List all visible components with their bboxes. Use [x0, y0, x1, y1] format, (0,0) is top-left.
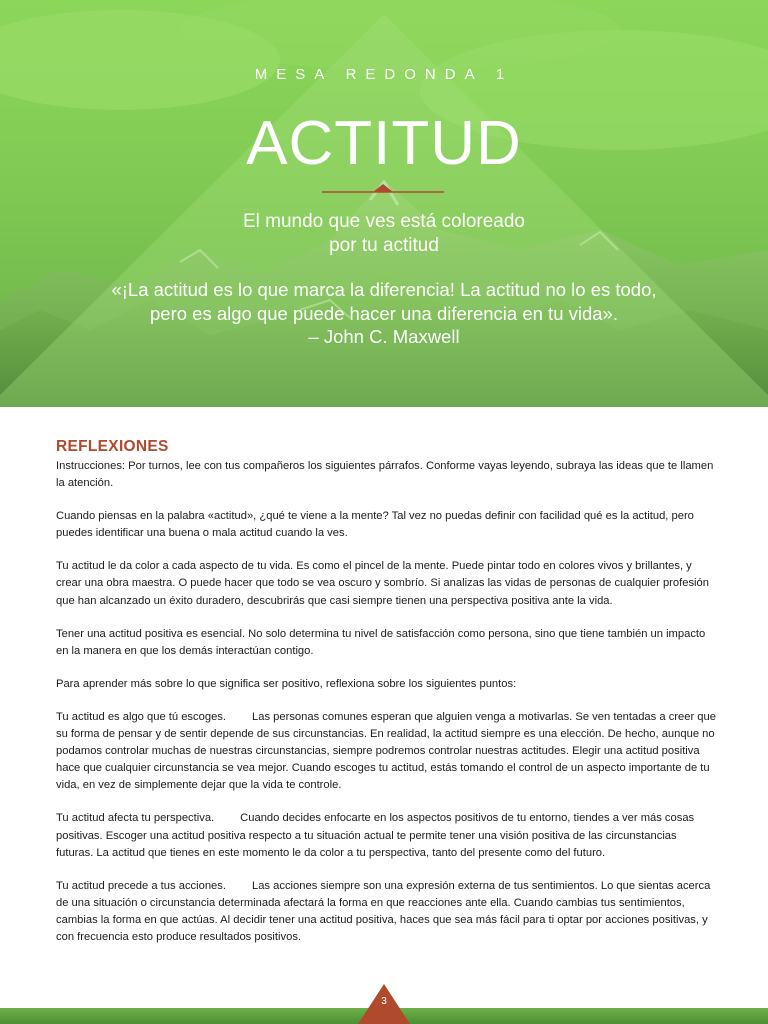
point-lead: Tu actitud es algo que tú escoges.	[56, 710, 226, 723]
quote-line: «¡La actitud es lo que marca la diferencia! La actitud no lo es todo,	[111, 279, 657, 300]
section-heading: REFLEXIONES	[56, 438, 169, 455]
quote-line: pero es algo que puede hacer una diferencia en tu vida».	[150, 302, 618, 324]
point-paragraph	[56, 878, 716, 946]
quote-attribution: – John C. Maxwell	[308, 326, 460, 347]
point-lead: Tu actitud afecta tu perspectiva.	[56, 812, 215, 825]
section-kicker: MESA REDONDA 1	[254, 66, 514, 83]
paragraph: Tu actitud le da color a cada aspecto de tu vida. Es como el pincel de la mente. Puede pintar todo en colores vivos y brillantes, y crear una obra maestra. O puede hacer que todo se vea oscuro y sombrío. Si analizas las vidas de personas de cualquier profesión que han alcanzado un éxito duradero, descubrirás que casi siempre tienen una perspectiva positiva ante la vida.	[56, 560, 709, 607]
subtitle-line: por tu actitud	[329, 235, 439, 256]
point-text: Las acciones siempre son una expresión externa de tus sentimientos. Lo que sientas acerca de una situación o circunstancia determinada afectará la forma en que reacciones ante ella. Cuando cambias tus sentimientos, cambias la forma en que actúas. Al decidir tener una actitud positiva, haces que sea más fácil para ti optar por acciones positivas, y con frecuencia esto produce resultados positivos.	[56, 879, 711, 943]
page-title: ACTITUD	[246, 109, 522, 178]
point-paragraph	[56, 709, 716, 794]
page-number: 3	[381, 996, 387, 1007]
point-text: Las personas comunes esperan que alguien venga a motivarlas. Se ven tentadas a creer que su forma de pensar y de sentir depende de sus circunstancias. En realidad, la actitud siempre es una elección. De hecho, aunque no podamos controlar muchas de nuestras circunstancias, siempre podremos controlar nuestras actitudes. Elegir una actitud positiva hace que cualquier circunstancia se vea mejor. Cuando escoges tu actitud, estás tomando el control de un aspecto importante de tu vida, en vez de simplemente dejar que la vida te controle.	[56, 710, 716, 792]
point-text: Cuando decides enfocarte en los aspectos positivos de tu entorno, tiendes a ver más cosas positivas. Escoger una actitud positiva respecto a tu situación actual te permite tener una visión positiva de las circunstancias futuras. La actitud que tienes en este momento le da color a tu perspectiva, tanto del presente como del futuro.	[56, 812, 695, 859]
subtitle	[0, 210, 768, 258]
subtitle-line: El mundo que ves está coloreado	[242, 211, 525, 232]
body-content	[56, 438, 716, 962]
title-divider	[322, 183, 444, 195]
paragraph: Cuando piensas en la palabra «actitud», ¿qué te viene a la mente? Tal vez no puedas definir con facilidad qué es la actitud, pero puedes identificar una buena o mala actitud cuando la ves.	[56, 510, 694, 540]
point-paragraph	[56, 810, 716, 861]
paragraph-instructions: Instrucciones: Por turnos, lee con tus compañeros los siguientes párrafos. Conforme vayas leyendo, subraya las ideas que te llamen la atención.	[56, 460, 714, 490]
paragraph: Tener una actitud positiva es esencial. No solo determina tu nivel de satisfacción como persona, sino que tiene también un impacto en la manera en que los demás interactúan contigo.	[56, 627, 706, 657]
quote	[0, 278, 768, 349]
point-lead: Tu actitud precede a tus acciones.	[56, 879, 226, 892]
paragraph: Para aprender más sobre lo que significa ser positivo, reflexiona sobre los siguientes puntos:	[56, 677, 517, 690]
